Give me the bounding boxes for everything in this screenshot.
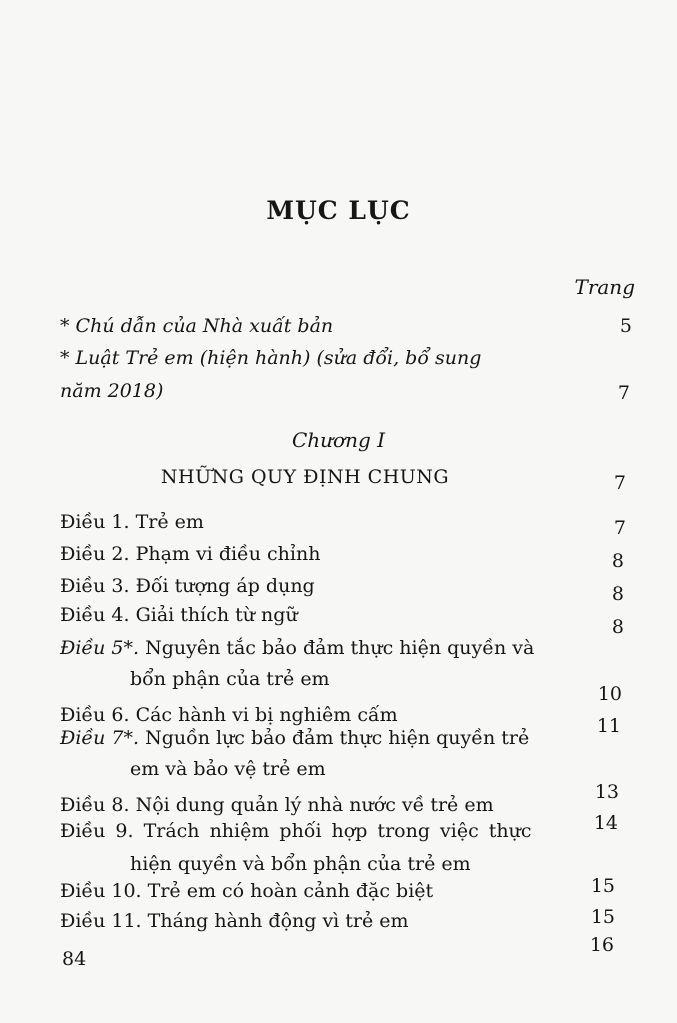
- toc-entry-article: Điều 6. Các hành vi bị nghiêm cấm: [60, 704, 398, 726]
- toc-entry-publisher-note: * Chú dẫn của Nhà xuất bản: [60, 315, 334, 337]
- toc-page-number: 16: [589, 934, 614, 956]
- toc-page-number: 7: [613, 472, 626, 494]
- page-column-label: Trang: [574, 275, 635, 299]
- toc-entry-article-cont: bổn phận của trẻ em: [130, 668, 330, 690]
- toc-page-number: 7: [617, 382, 630, 404]
- toc-page-number: 13: [594, 781, 619, 803]
- toc-entry-article: Điều 7*. Nguồn lực bảo đảm thực hiện quyền trẻ: [60, 727, 530, 749]
- chapter-title: NHỮNG QUY ĐỊNH CHUNG: [160, 466, 450, 488]
- toc-entry-article: Điều 2. Phạm vi điều chỉnh: [60, 543, 321, 565]
- toc-page-number: 8: [611, 550, 624, 572]
- page-title: MỤC LỤC: [266, 196, 411, 225]
- toc-page-number: 14: [593, 812, 618, 834]
- toc-entry-article: Điều 9. Trách nhiệm phối hợp trong việc thực: [60, 820, 532, 842]
- page-number: 84: [62, 948, 87, 970]
- toc-page-number: 7: [613, 517, 626, 539]
- toc-entry-article: Điều 10. Trẻ em có hoàn cảnh đặc biệt: [60, 880, 434, 902]
- toc-entry-article-cont: hiện quyền và bổn phận của trẻ em: [130, 853, 471, 875]
- toc-entry-article-cont: em và bảo vệ trẻ em: [130, 758, 326, 780]
- toc-page-number: 15: [590, 906, 615, 928]
- toc-page-number: 10: [597, 683, 622, 705]
- toc-entry-law-line1: * Luật Trẻ em (hiện hành) (sửa đổi, bổ sung: [60, 347, 482, 369]
- toc-entry-article: Điều 5*. Nguyên tắc bảo đảm thực hiện quyền và: [60, 637, 535, 659]
- toc-entry-law-line2: năm 2018): [60, 380, 164, 402]
- toc-page-number: 8: [611, 616, 624, 638]
- toc-page-number: 15: [590, 875, 615, 897]
- toc-page-number: 8: [611, 583, 624, 605]
- toc-page-number: 5: [619, 315, 632, 337]
- toc-entry-article: Điều 3. Đối tượng áp dụng: [60, 575, 315, 597]
- toc-page-number: 11: [596, 715, 621, 737]
- toc-entry-article: Điều 4. Giải thích từ ngữ: [60, 604, 298, 626]
- toc-entry-article: Điều 1. Trẻ em: [60, 511, 204, 533]
- toc-entry-article: Điều 8. Nội dung quản lý nhà nước về trẻ em: [60, 794, 494, 816]
- chapter-label: Chương I: [291, 428, 386, 452]
- toc-entry-article: Điều 11. Tháng hành động vì trẻ em: [60, 910, 409, 932]
